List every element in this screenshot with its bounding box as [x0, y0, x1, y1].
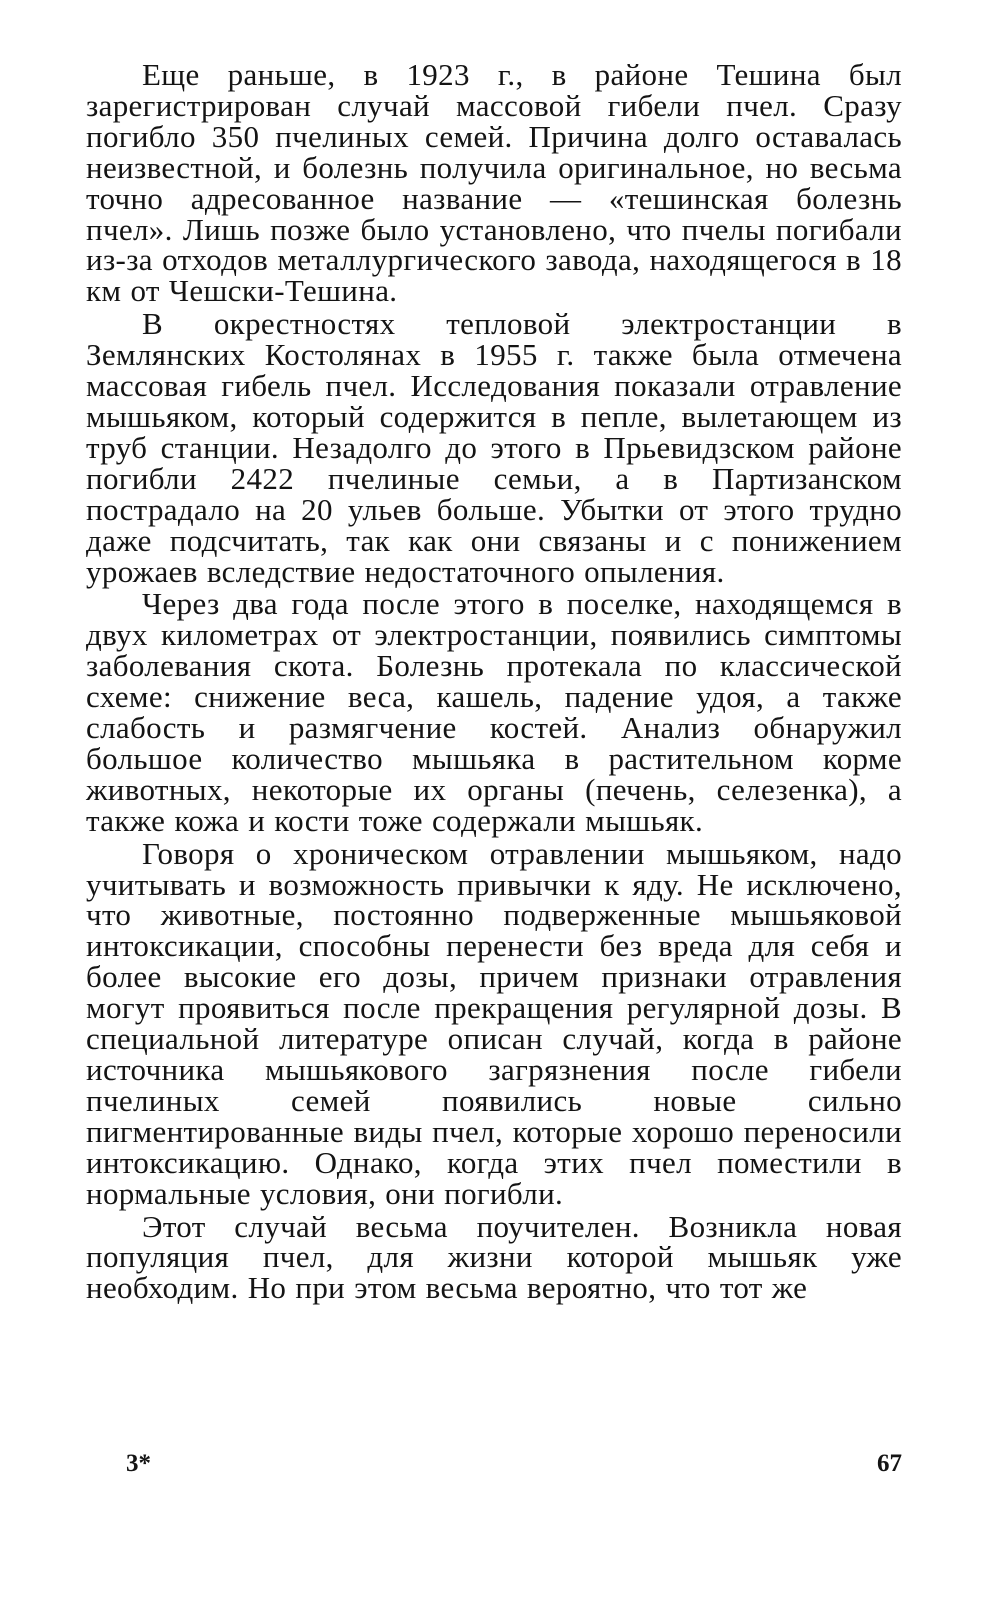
page-footer: [86, 1450, 902, 1486]
paragraph-3: Через два года после этого в поселке, находящемся в двух километрах от электростанции, появились симптомы заболевания скота. Болезнь протекала по классической схеме: снижение веса, кашель, падение удоя, а также слабость и размягчение костей. Анализ обнаружил большое количество мышьяка в растительном корме животных, некоторые их органы (печень, селезенка), а также кожа и кости тоже содержали мышьяк.: [86, 586, 902, 838]
body-text: [86, 57, 902, 1306]
paragraph-2: В окрестностях тепловой электростанции в Землянских Костолянах в 1955 г. также была отмечена массовая гибель пчел. Исследования показали отравление мышьяком, который содержится в пепле, вылетающем из труб станции. Незадолго до этого в Прьевидзском районе погибли 2422 пчелиные семьи, а в Партизанском пострадало на 20 ульев больше. Убытки от этого трудно даже подсчитать, так как они связаны и с понижением урожаев вследствие недостаточного опыления.: [86, 306, 902, 589]
page-number: 67: [877, 1450, 902, 1477]
printer-signature-mark: 3*: [126, 1450, 151, 1477]
paragraph-4: Говоря о хроническом отравлении мышьяком, надо учитывать и возможность привычки к яду. Не исключено, что животные, постоянно подверженные мышьяковой интоксикации, способны перенести без вреда для себя и более высокие его дозы, причем признаки отравления могут проявиться после прекращения регулярной дозы. В специальной литературе описан случай, когда в районе источника мышьякового загрязнения после гибели пчелиных семей появились новые сильно пигментированные виды пчел, которые хорошо переносили интоксикацию. Однако, когда этих пчел поместили в нормальные условия, они погибли.: [86, 835, 902, 1211]
paragraph-1: Еще раньше, в 1923 г., в районе Тешина был зарегистрирован случай массовой гибели пчел. Сразу погибло 350 пчелиных семей. Причина долго оставалась неизвестной, и болезнь получила оригинальное, но весьма точно адресованное название — «тешинская болезнь пчел». Лишь позже было установлено, что пчелы погибали из-за отходов металлургического завода, находящегося в 18 км от Чешски-Тешина.: [86, 57, 902, 309]
paragraph-5: Этот случай весьма поучителен. Возникла новая популяция пчел, для жизни которой мышьяк уже необходим. Но при этом весьма вероятно, что тот же: [86, 1208, 902, 1306]
